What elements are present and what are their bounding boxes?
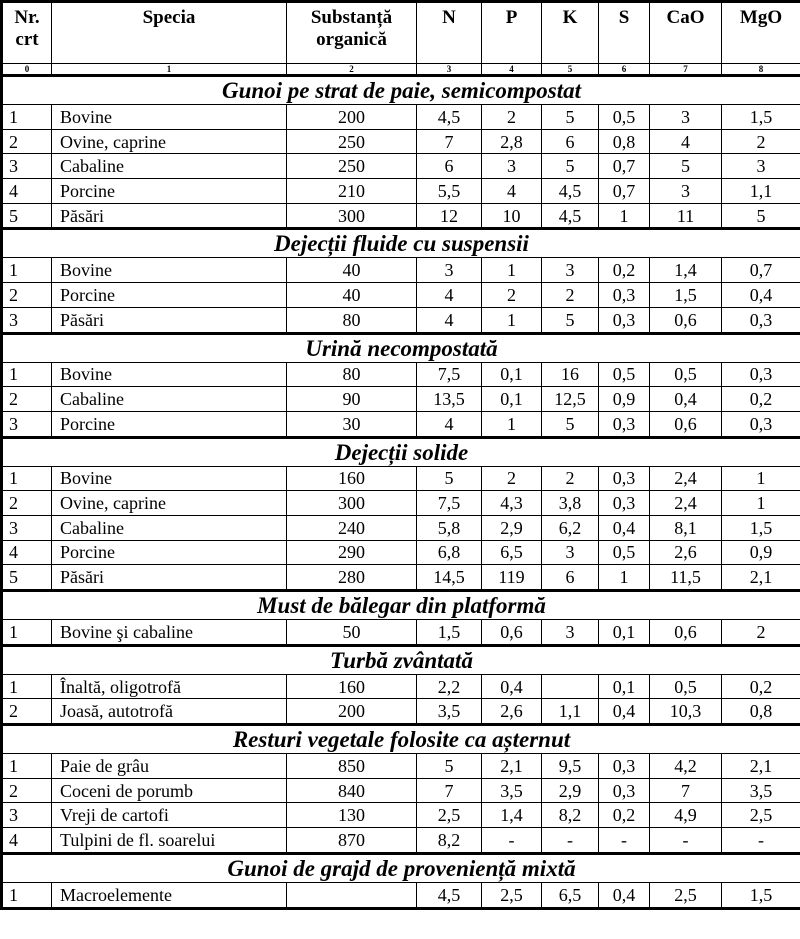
s-value: 0,5 [599,362,650,387]
row-number: 3 [2,307,52,333]
table-row [2,565,800,591]
k-value [542,674,599,699]
p-value: 1 [482,258,542,283]
species: Păsări [52,307,287,333]
n-value: 6,8 [417,540,482,565]
n-value: 4 [417,411,482,437]
species: Bovine [52,362,287,387]
row-number: 1 [2,362,52,387]
n-value: 5,5 [417,179,482,204]
mgo-value: 0,7 [722,258,800,283]
row-number: 1 [2,258,52,283]
species: Macroelemente [52,882,287,908]
table-row [2,411,800,437]
p-value: 1 [482,411,542,437]
row-number: 2 [2,699,52,725]
table-row [2,515,800,540]
organic-matter [287,882,417,908]
row-number: 5 [2,565,52,591]
s-value: 0,4 [599,699,650,725]
p-value: - [482,828,542,854]
n-value: 2,5 [417,803,482,828]
n-value: 5 [417,754,482,779]
k-value: 6 [542,129,599,154]
cao-value: 2,5 [650,882,722,908]
s-value: 0,5 [599,540,650,565]
cao-value: 5 [650,154,722,179]
mgo-value: 1 [722,491,800,516]
organic-matter: 80 [287,362,417,387]
section-title-row [2,229,800,258]
row-number: 5 [2,203,52,229]
table-row [2,882,800,908]
k-value: - [542,828,599,854]
cao-value: 4,2 [650,754,722,779]
s-value: 1 [599,203,650,229]
mgo-value: 5 [722,203,800,229]
section-title: Dejecții fluide cu suspensii [2,229,800,258]
header-row [2,2,800,64]
organic-matter: 90 [287,387,417,412]
organic-matter: 250 [287,129,417,154]
species: Bovine [52,105,287,130]
section-title: Gunoi de grajd de proveniență mixtă [2,853,800,882]
table-row [2,754,800,779]
column-index: 1 [52,64,287,76]
p-value: 2,8 [482,129,542,154]
column-header: N [417,2,482,64]
organic-matter: 40 [287,258,417,283]
species: Păsări [52,565,287,591]
k-value: 6 [542,565,599,591]
p-value: 2 [482,283,542,308]
s-value: 0,3 [599,466,650,491]
p-value: 1 [482,307,542,333]
p-value: 4,3 [482,491,542,516]
s-value: 0,3 [599,754,650,779]
n-value: 7,5 [417,491,482,516]
table-row [2,362,800,387]
k-value: 5 [542,307,599,333]
k-value: 6,2 [542,515,599,540]
table-row [2,203,800,229]
table-row [2,778,800,803]
row-number: 4 [2,540,52,565]
species: Ovine, caprine [52,491,287,516]
n-value: 2,2 [417,674,482,699]
organic-matter: 80 [287,307,417,333]
column-index: 3 [417,64,482,76]
n-value: 5 [417,466,482,491]
table-row [2,699,800,725]
species: Cabaline [52,154,287,179]
cao-value: 10,3 [650,699,722,725]
cao-value: 0,5 [650,362,722,387]
p-value: 10 [482,203,542,229]
section-title-row [2,853,800,882]
organic-matter: 200 [287,105,417,130]
p-value: 4 [482,179,542,204]
n-value: 4,5 [417,105,482,130]
p-value: 0,6 [482,620,542,646]
organic-matter: 870 [287,828,417,854]
k-value: 8,2 [542,803,599,828]
k-value: 16 [542,362,599,387]
row-number: 4 [2,179,52,204]
p-value: 2 [482,466,542,491]
s-value: 0,7 [599,179,650,204]
k-value: 3 [542,540,599,565]
row-number: 2 [2,387,52,412]
n-value: 12 [417,203,482,229]
species: Tulpini de fl. soarelui [52,828,287,854]
organic-matter: 40 [287,283,417,308]
s-value: 0,7 [599,154,650,179]
n-value: 7 [417,129,482,154]
column-header: MgO [722,2,800,64]
table-row [2,674,800,699]
n-value: 1,5 [417,620,482,646]
p-value: 0,4 [482,674,542,699]
organic-matter: 200 [287,699,417,725]
cao-value: 4 [650,129,722,154]
mgo-value: 0,2 [722,387,800,412]
s-value: 0,1 [599,620,650,646]
species: Porcine [52,540,287,565]
s-value: 0,1 [599,674,650,699]
species: Porcine [52,283,287,308]
column-index: 6 [599,64,650,76]
table-row [2,154,800,179]
table-row [2,129,800,154]
column-header: S [599,2,650,64]
organic-matter: 160 [287,674,417,699]
row-number: 2 [2,129,52,154]
mgo-value: - [722,828,800,854]
mgo-value: 0,9 [722,540,800,565]
section-title-row [2,725,800,754]
row-number: 3 [2,411,52,437]
p-value: 6,5 [482,540,542,565]
mgo-value: 3 [722,154,800,179]
section-title: Gunoi pe strat de paie, semicompostat [2,76,800,105]
column-index: 5 [542,64,599,76]
organic-matter: 130 [287,803,417,828]
species: Păsări [52,203,287,229]
p-value: 3,5 [482,778,542,803]
species: Porcine [52,411,287,437]
mgo-value: 2 [722,620,800,646]
n-value: 14,5 [417,565,482,591]
n-value: 4 [417,283,482,308]
k-value: 5 [542,105,599,130]
k-value: 4,5 [542,179,599,204]
section-title-row [2,645,800,674]
organic-matter: 50 [287,620,417,646]
cao-value: 2,4 [650,491,722,516]
k-value: 9,5 [542,754,599,779]
s-value: 0,9 [599,387,650,412]
row-number: 3 [2,515,52,540]
species: Vreji de cartofi [52,803,287,828]
row-number: 1 [2,466,52,491]
n-value: 4 [417,307,482,333]
section-title-row [2,333,800,362]
section-title: Urină necompostată [2,333,800,362]
cao-value: 0,6 [650,411,722,437]
p-value: 3 [482,154,542,179]
mgo-value: 0,2 [722,674,800,699]
section-title: Must de bălegar din platformă [2,591,800,620]
table-row [2,803,800,828]
table-row [2,620,800,646]
mgo-value: 2,5 [722,803,800,828]
table-row [2,387,800,412]
k-value: 5 [542,154,599,179]
row-number: 2 [2,283,52,308]
cao-value: 11 [650,203,722,229]
s-value: 0,8 [599,129,650,154]
p-value: 1,4 [482,803,542,828]
species: Bovine [52,258,287,283]
cao-value: 7 [650,778,722,803]
k-value: 5 [542,411,599,437]
n-value: 7 [417,778,482,803]
table-row [2,258,800,283]
cao-value: 0,4 [650,387,722,412]
species: Porcine [52,179,287,204]
mgo-value: 0,3 [722,362,800,387]
column-header: Nr. crt [2,2,52,64]
cao-value: 0,6 [650,620,722,646]
species: Ovine, caprine [52,129,287,154]
row-number: 3 [2,803,52,828]
table-row [2,179,800,204]
mgo-value: 1,5 [722,515,800,540]
row-number: 2 [2,778,52,803]
p-value: 0,1 [482,387,542,412]
k-value: 12,5 [542,387,599,412]
species: Joasă, autotrofă [52,699,287,725]
mgo-value: 0,3 [722,411,800,437]
column-header: P [482,2,542,64]
mgo-value: 2,1 [722,565,800,591]
column-index: 4 [482,64,542,76]
organic-matter: 160 [287,466,417,491]
k-value: 2 [542,283,599,308]
column-index: 2 [287,64,417,76]
organic-matter: 300 [287,491,417,516]
k-value: 3 [542,258,599,283]
section-title-row [2,76,800,105]
column-index: 7 [650,64,722,76]
mgo-value: 2,1 [722,754,800,779]
column-header: Specia [52,2,287,64]
row-number: 1 [2,105,52,130]
organic-matter: 300 [287,203,417,229]
mgo-value: 0,8 [722,699,800,725]
mgo-value: 1,5 [722,105,800,130]
row-number: 2 [2,491,52,516]
species: Paie de grâu [52,754,287,779]
cao-value: - [650,828,722,854]
organic-matter: 280 [287,565,417,591]
n-value: 8,2 [417,828,482,854]
section-title: Turbă zvântată [2,645,800,674]
table-row [2,466,800,491]
species: Bovine [52,466,287,491]
column-header: K [542,2,599,64]
n-value: 6 [417,154,482,179]
organic-matter: 30 [287,411,417,437]
species: Înaltă, oligotrofă [52,674,287,699]
s-value: 0,3 [599,283,650,308]
organic-matter: 290 [287,540,417,565]
column-index-row [2,64,800,76]
cao-value: 3 [650,105,722,130]
section-title-row [2,591,800,620]
n-value: 7,5 [417,362,482,387]
organic-matter: 240 [287,515,417,540]
row-number: 3 [2,154,52,179]
n-value: 5,8 [417,515,482,540]
s-value: - [599,828,650,854]
species: Cabaline [52,387,287,412]
table-row [2,828,800,854]
row-number: 4 [2,828,52,854]
table-row [2,283,800,308]
section-title-row [2,437,800,466]
n-value: 3,5 [417,699,482,725]
organic-matter: 840 [287,778,417,803]
table-row [2,491,800,516]
mgo-value: 1 [722,466,800,491]
mgo-value: 0,3 [722,307,800,333]
row-number: 1 [2,882,52,908]
cao-value: 11,5 [650,565,722,591]
n-value: 4,5 [417,882,482,908]
p-value: 2 [482,105,542,130]
cao-value: 4,9 [650,803,722,828]
cao-value: 1,5 [650,283,722,308]
s-value: 0,3 [599,491,650,516]
species: Bovine şi cabaline [52,620,287,646]
row-number: 1 [2,754,52,779]
s-value: 0,3 [599,307,650,333]
p-value: 2,5 [482,882,542,908]
n-value: 3 [417,258,482,283]
k-value: 3 [542,620,599,646]
column-header: Substanță organică [287,2,417,64]
s-value: 0,3 [599,778,650,803]
cao-value: 3 [650,179,722,204]
table-row [2,105,800,130]
k-value: 2,9 [542,778,599,803]
p-value: 2,6 [482,699,542,725]
p-value: 0,1 [482,362,542,387]
s-value: 0,4 [599,515,650,540]
s-value: 1 [599,565,650,591]
species: Cabaline [52,515,287,540]
mgo-value: 3,5 [722,778,800,803]
k-value: 1,1 [542,699,599,725]
organic-matter: 250 [287,154,417,179]
table-row [2,307,800,333]
row-number: 1 [2,620,52,646]
k-value: 4,5 [542,203,599,229]
mgo-value: 1,1 [722,179,800,204]
column-index: 0 [2,64,52,76]
cao-value: 8,1 [650,515,722,540]
organic-matter: 210 [287,179,417,204]
k-value: 2 [542,466,599,491]
p-value: 2,1 [482,754,542,779]
mgo-value: 1,5 [722,882,800,908]
table-row [2,540,800,565]
section-title: Dejecții solide [2,437,800,466]
s-value: 0,5 [599,105,650,130]
mgo-value: 2 [722,129,800,154]
k-value: 6,5 [542,882,599,908]
cao-value: 0,5 [650,674,722,699]
mgo-value: 0,4 [722,283,800,308]
cao-value: 2,6 [650,540,722,565]
s-value: 0,4 [599,882,650,908]
s-value: 0,3 [599,411,650,437]
k-value: 3,8 [542,491,599,516]
column-header: CaO [650,2,722,64]
cao-value: 2,4 [650,466,722,491]
s-value: 0,2 [599,803,650,828]
p-value: 2,9 [482,515,542,540]
p-value: 119 [482,565,542,591]
cao-value: 1,4 [650,258,722,283]
n-value: 13,5 [417,387,482,412]
s-value: 0,2 [599,258,650,283]
species: Coceni de porumb [52,778,287,803]
column-index: 8 [722,64,800,76]
organic-matter: 850 [287,754,417,779]
section-title: Resturi vegetale folosite ca așternut [2,725,800,754]
cao-value: 0,6 [650,307,722,333]
row-number: 1 [2,674,52,699]
